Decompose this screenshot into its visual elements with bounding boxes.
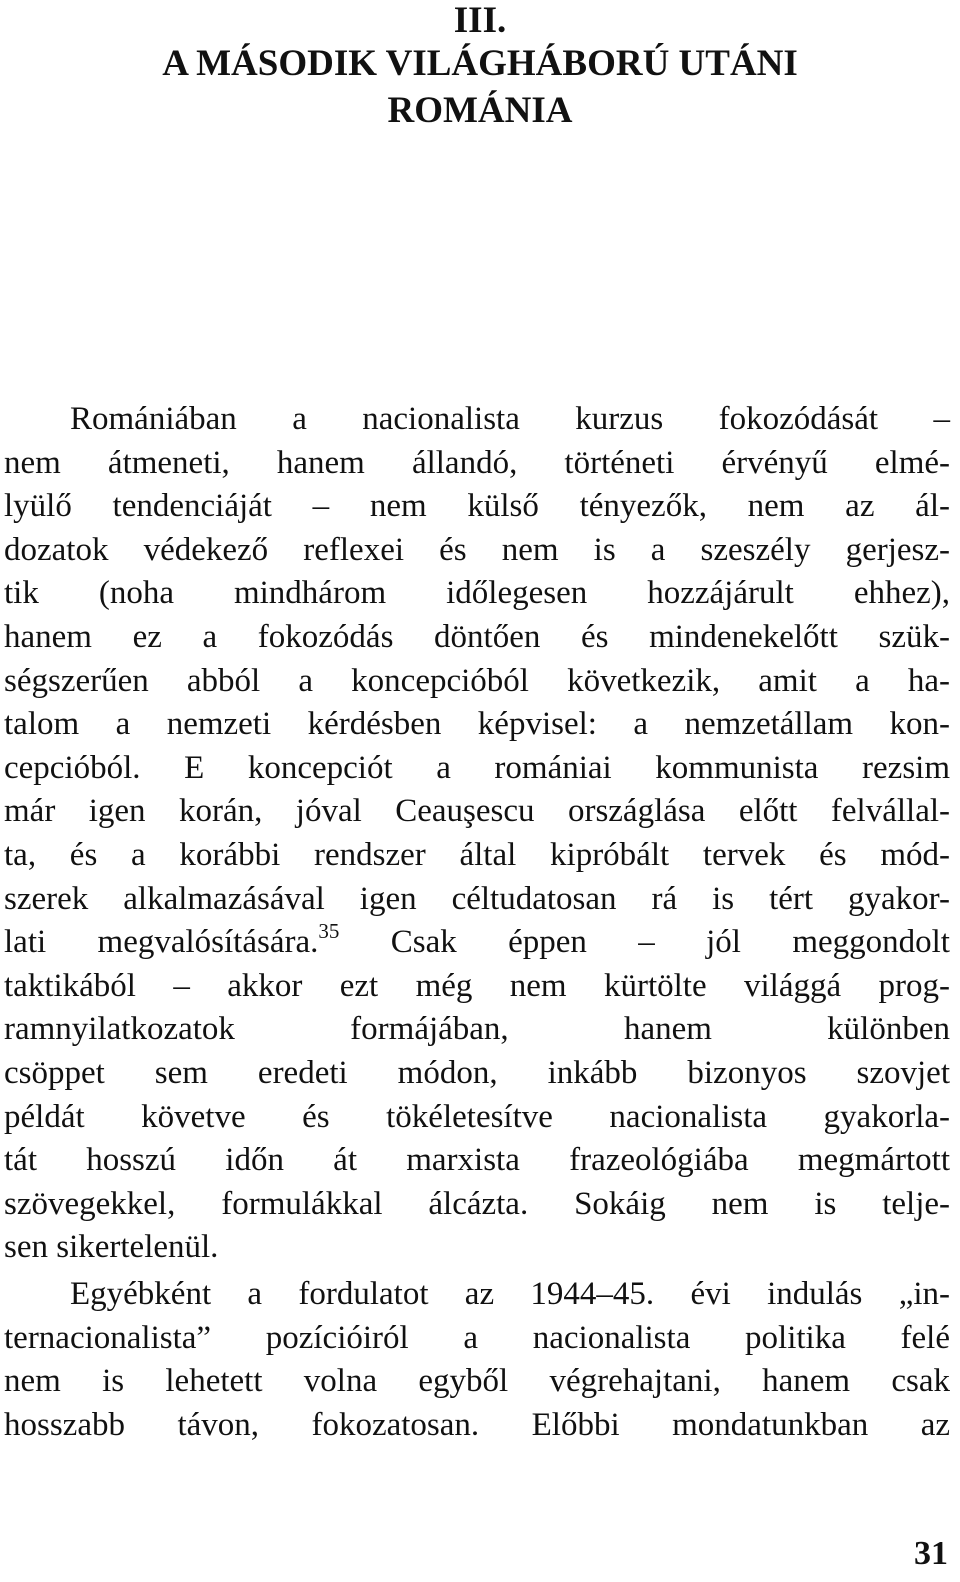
text-line: szerek alkalmazásával igen céltudatosan rá is tért gyakor- (4, 880, 950, 917)
text-line: ramnyilatkozatok formájában, hanem különben (4, 1011, 950, 1048)
text-line: már igen korán, jóval Ceauşescu országlása előtt felvállal- (4, 793, 950, 830)
text-line-with-footnote (4, 921, 950, 965)
text-line: tát hosszú időn át marxista frazeológiába megmártott (4, 1142, 950, 1179)
footnote-marker[interactable]: 35 (318, 919, 340, 944)
text-line: dozatok védekező reflexei és nem is a szeszély gerjesz- (4, 531, 950, 568)
text-line: ta, és a korábbi rendszer által kipróbált tervek és mód- (4, 836, 950, 873)
chapter-number: III. (453, 0, 507, 41)
text-line: hanem ez a fokozódás döntően és mindenekelőtt szük- (4, 618, 950, 655)
text-line: talom a nemzeti kérdésben képvisel: a nemzetállam kon- (4, 706, 950, 743)
text-line: tik (noha mindhárom időlegesen hozzájárult ehhez), (4, 575, 950, 612)
text-line: ségszerűen abból a koncepcióból következik, amit a ha- (4, 662, 950, 699)
text-line: sen sikertelenül. (4, 1229, 219, 1266)
text-line: nem átmeneti, hanem állandó, történeti érvényű elmé- (4, 444, 950, 481)
paragraph-1 (4, 398, 950, 1270)
text-line: taktikából – akkor ezt még nem kürtölte világgá prog- (4, 967, 950, 1004)
chapter-title-line1: A MÁSODIK VILÁGHÁBORÚ UTÁNI (162, 43, 798, 84)
paragraph-2 (4, 1273, 950, 1447)
text-line: példát követve és tökéletesítve nacionalista gyakorla- (4, 1098, 950, 1135)
text-line: lyülő tendenciáját – nem külső tényezők, nem az ál- (4, 488, 950, 525)
text-after-footnote: Csak éppen – jól meggondolt (339, 924, 950, 961)
page-number: 31 (914, 1535, 948, 1572)
text-line: Romániában a nacionalista kurzus fokozódását – (70, 401, 950, 437)
text-line: szövegekkel, formulákkal álcázta. Sokáig nem is telje- (4, 1185, 950, 1222)
text-line: hosszabb távon, fokozatosan. Előbbi mondatunkban az (4, 1406, 950, 1443)
text-line: cepcióból. E koncepciót a romániai kommunista rezsim (4, 749, 950, 786)
text-line: ternacionalista” pozícióiról a nacionalista politika felé (4, 1319, 950, 1356)
text-before-footnote: lati megvalósítására. (4, 924, 319, 961)
text-line: nem is lehetett volna egyből végrehajtani, hanem csak (4, 1363, 950, 1400)
text-line: csöppet sem eredeti módon, inkább bizonyos szovjet (4, 1054, 950, 1091)
text-line: Egyébként a fordulatot az 1944–45. évi indulás „in- (70, 1276, 950, 1312)
chapter-title-line2: ROMÁNIA (387, 90, 573, 131)
